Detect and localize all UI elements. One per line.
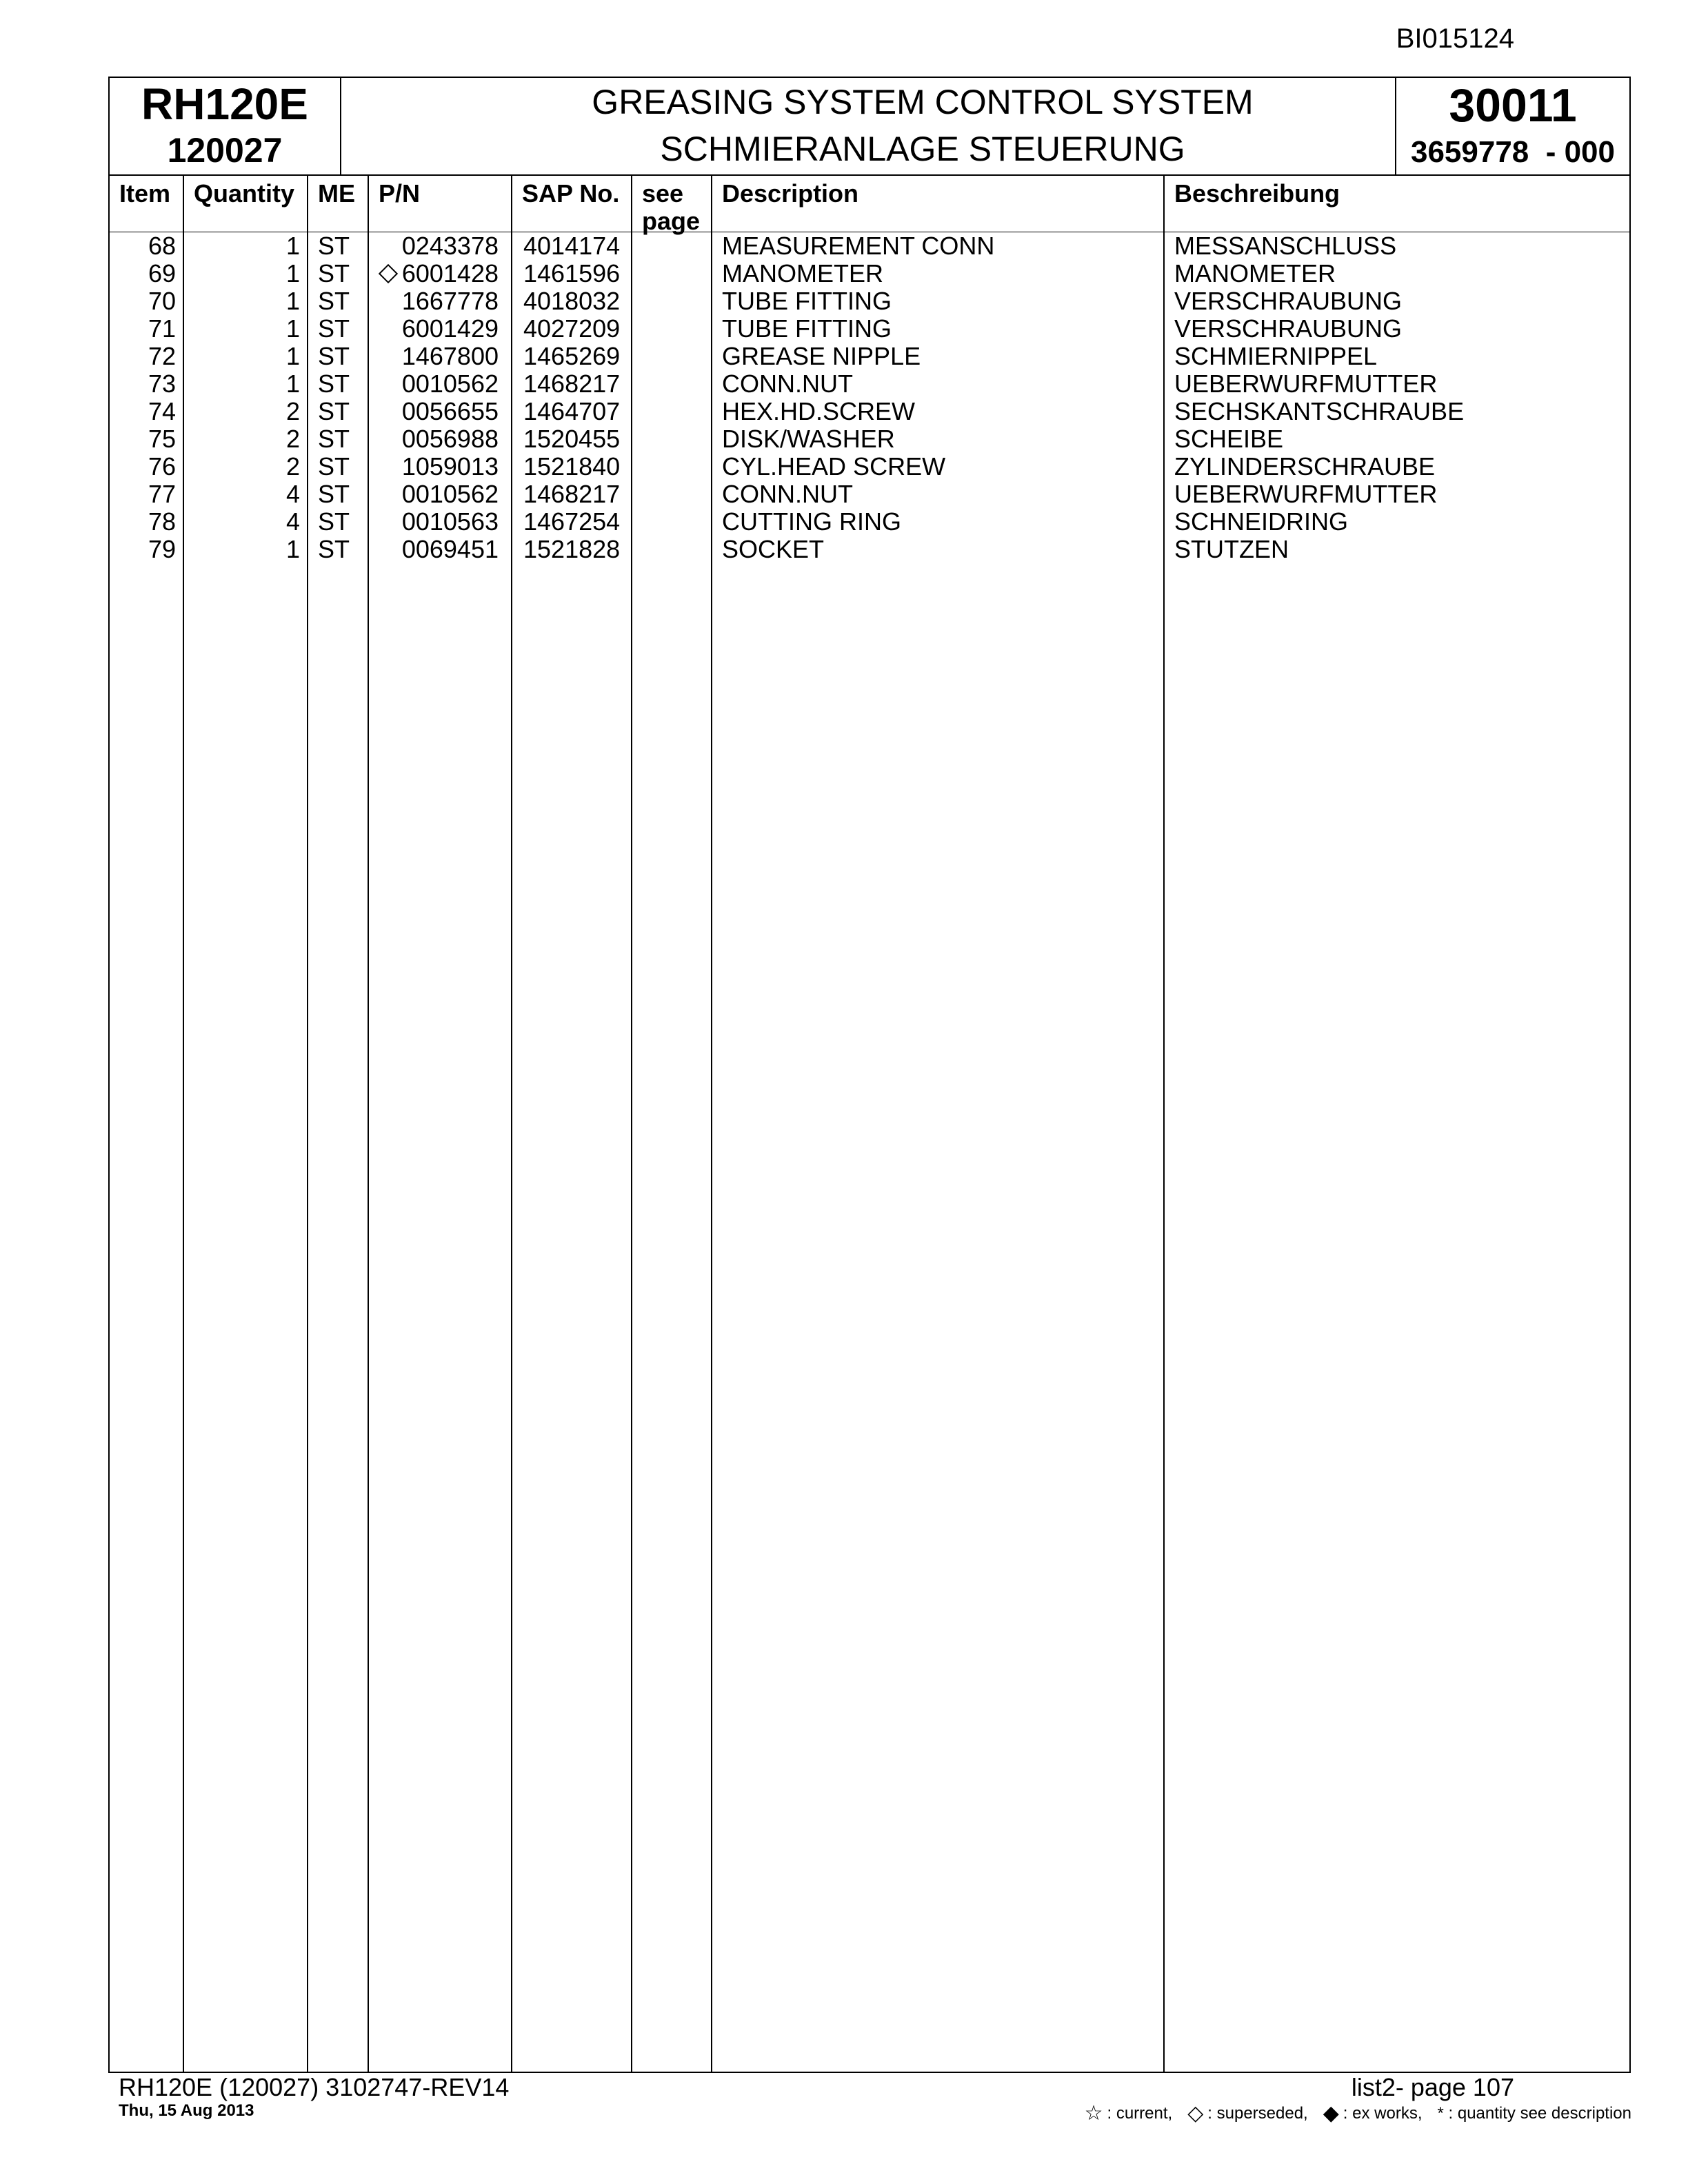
sap-number-cell-text: 1520455 [523, 425, 621, 453]
superseded-diamond-icon [379, 264, 398, 283]
document-id: BI015124 [1396, 23, 1514, 54]
part-number-cell-text: 1467800 [401, 342, 499, 370]
table-row [110, 370, 1629, 398]
unit-cell-text: ST [318, 535, 350, 563]
header-see-page [642, 180, 700, 235]
sap-number-cell [523, 315, 620, 343]
quantity-cell-text: 2 [285, 452, 300, 481]
part-number-cell [402, 287, 499, 315]
table-row [110, 453, 1629, 481]
beschreibung-cell-text: SECHSKANTSCHRAUBE [1174, 397, 1465, 425]
description-cell-text: TUBE FITTING [722, 314, 892, 343]
part-number-cell-text: 6001428 [401, 259, 499, 287]
legend-superseded: : superseded, [1207, 2103, 1308, 2123]
sap-number-cell [523, 343, 620, 370]
sap-number-cell-text: 1464707 [523, 397, 621, 425]
sap-number-cell-text: 1521840 [523, 452, 621, 481]
table-row [110, 481, 1629, 508]
footer-date: Thu, 15 Aug 2013 [119, 2101, 254, 2120]
footer-reference: RH120E (120027) 3102747-REV14 [119, 2073, 510, 2101]
part-number-cell-text: 0010562 [401, 480, 499, 508]
table-row [110, 343, 1629, 370]
item-cell [148, 287, 176, 315]
unit-cell-text: ST [318, 425, 350, 453]
beschreibung-cell-text: VERSCHRAUBUNG [1174, 314, 1403, 343]
item-cell-text: 76 [148, 452, 176, 481]
sap-number-cell [523, 508, 620, 536]
quantity-cell-text: 1 [285, 342, 300, 370]
item-cell-text: 73 [148, 370, 176, 398]
beschreibung-cell [1174, 425, 1283, 453]
part-number-cell [402, 481, 499, 508]
part-number-cell-text: 0010563 [401, 507, 499, 536]
quantity-cell-text: 4 [285, 507, 300, 536]
sap-number-cell-text: 4014174 [523, 232, 621, 260]
quantity-cell-text: 2 [285, 425, 300, 453]
sap-number-cell [523, 287, 620, 315]
unit-cell-text: ST [318, 507, 350, 536]
item-cell-text: 77 [148, 480, 176, 508]
item-cell [148, 260, 176, 287]
header-sap: SAP No. [522, 179, 620, 208]
item-cell-text: 70 [148, 287, 176, 315]
unit-cell [318, 370, 350, 398]
parts-table-body [110, 232, 1629, 563]
beschreibung-cell [1174, 287, 1402, 315]
description-cell-text: CONN.NUT [722, 370, 853, 398]
unit-cell-text: ST [318, 452, 350, 481]
header-description: Description [722, 179, 859, 208]
quantity-cell [286, 508, 300, 536]
part-number-cell [402, 508, 499, 536]
legend-ex-works: : ex works, [1343, 2103, 1423, 2123]
description-cell [722, 536, 824, 563]
beschreibung-cell-text: UEBERWURFMUTTER [1174, 480, 1438, 508]
table-row [110, 425, 1629, 453]
beschreibung-cell-text: STUTZEN [1174, 535, 1289, 563]
beschreibung-cell-text: MESSANSCHLUSS [1174, 232, 1397, 260]
description-cell [722, 260, 883, 287]
unit-cell [318, 453, 350, 481]
legend-current: : current, [1107, 2103, 1173, 2123]
part-number-cell [381, 260, 499, 287]
header-see: see [642, 179, 684, 208]
quantity-cell-text: 1 [285, 259, 300, 287]
unit-cell-text: ST [318, 259, 350, 287]
part-number-cell [402, 232, 499, 260]
part-number-cell [402, 453, 499, 481]
quantity-cell [286, 370, 300, 398]
unit-cell [318, 260, 350, 287]
description-cell-text: MANOMETER [722, 259, 883, 287]
description-cell [722, 425, 895, 453]
parts-list-header [110, 78, 1629, 176]
item-cell [148, 425, 176, 453]
item-cell-text: 75 [148, 425, 176, 453]
quantity-cell [286, 260, 300, 287]
description-cell-text: SOCKET [722, 535, 825, 563]
part-number-cell-text: 0056655 [401, 397, 499, 425]
part-number-cell [402, 370, 499, 398]
column-headers [110, 176, 1629, 235]
item-cell [148, 453, 176, 481]
quantity-cell [286, 425, 300, 453]
title-box [341, 78, 1504, 174]
legend-quantity: * : quantity see description [1437, 2103, 1631, 2123]
beschreibung-cell [1174, 453, 1435, 481]
beschreibung-cell [1174, 232, 1396, 260]
quantity-cell-text: 1 [285, 314, 300, 343]
description-cell-text: HEX.HD.SCREW [722, 397, 916, 425]
beschreibung-cell-text: SCHMIERNIPPEL [1174, 342, 1378, 370]
sap-number-cell-text: 1468217 [523, 370, 621, 398]
description-cell-text: CYL.HEAD SCREW [722, 452, 946, 481]
unit-cell [318, 425, 350, 453]
title-german: SCHMIERANLAGE STEUERUNG [660, 130, 1185, 168]
unit-cell-text: ST [318, 232, 350, 260]
diamond-filled-icon: ◆ [1323, 2102, 1339, 2125]
description-cell [722, 370, 853, 398]
unit-cell-text: ST [318, 480, 350, 508]
header-page: page [642, 207, 701, 235]
table-row [110, 508, 1629, 536]
sap-number-cell [523, 260, 620, 287]
sap-number-cell-text: 1468217 [523, 480, 621, 508]
unit-cell-text: ST [318, 314, 350, 343]
unit-cell [318, 287, 350, 315]
quantity-cell-text: 1 [285, 287, 300, 315]
description-cell [722, 398, 915, 425]
beschreibung-cell-text: UEBERWURFMUTTER [1174, 370, 1438, 398]
part-number-cell-text: 0069451 [401, 535, 499, 563]
item-cell [148, 536, 176, 563]
sap-number-cell-text: 4027209 [523, 314, 621, 343]
item-cell [148, 232, 176, 260]
quantity-cell-text: 1 [285, 370, 300, 398]
quantity-cell [286, 287, 300, 315]
description-cell [722, 453, 945, 481]
quantity-cell [286, 315, 300, 343]
unit-cell [318, 508, 350, 536]
part-number-cell [402, 315, 499, 343]
model-name: RH120E [141, 79, 308, 129]
part-number-cell-text: 0010562 [401, 370, 499, 398]
unit-cell-text: ST [318, 342, 350, 370]
quantity-cell-text: 4 [285, 480, 300, 508]
sap-number-cell [523, 453, 620, 481]
header-beschreibung: Beschreibung [1174, 179, 1340, 208]
part-number-cell-text: 1059013 [401, 452, 499, 481]
description-cell [722, 232, 994, 260]
sap-number-cell [523, 481, 620, 508]
beschreibung-cell [1174, 536, 1289, 563]
star-outline-icon: ☆ [1084, 2102, 1103, 2125]
item-cell [148, 508, 176, 536]
description-cell-text: MEASUREMENT CONN [722, 232, 995, 260]
beschreibung-cell [1174, 508, 1348, 536]
description-cell [722, 481, 853, 508]
quantity-cell-text: 1 [285, 535, 300, 563]
header-me: ME [318, 179, 355, 208]
beschreibung-cell-text: MANOMETER [1174, 259, 1336, 287]
sap-number-cell [523, 232, 620, 260]
item-cell-text: 71 [148, 314, 176, 343]
sap-number-cell-text: 1521828 [523, 535, 621, 563]
table-row [110, 287, 1629, 315]
diamond-outline-icon: ◇ [1187, 2102, 1204, 2125]
beschreibung-cell-text: SCHEIBE [1174, 425, 1284, 453]
quantity-cell [286, 232, 300, 260]
beschreibung-cell [1174, 481, 1437, 508]
item-cell-text: 69 [148, 259, 176, 287]
header-pn: P/N [379, 179, 421, 208]
beschreibung-cell-text: SCHNEIDRING [1174, 507, 1349, 536]
quantity-cell [286, 398, 300, 425]
quantity-cell [286, 536, 300, 563]
unit-cell [318, 343, 350, 370]
beschreibung-cell [1174, 370, 1437, 398]
part-number-cell-text: 0056988 [401, 425, 499, 453]
description-cell [722, 508, 901, 536]
sap-number-cell-text: 4018032 [523, 287, 621, 315]
symbol-legend [1085, 2101, 1631, 2125]
part-number-cell-text: 1667778 [401, 287, 499, 315]
unit-cell-text: ST [318, 287, 350, 315]
unit-cell-text: ST [318, 370, 350, 398]
sap-number-cell [523, 536, 620, 563]
table-row [110, 232, 1629, 260]
item-cell-text: 78 [148, 507, 176, 536]
quantity-cell-text: 1 [285, 232, 300, 260]
title-english: GREASING SYSTEM CONTROL SYSTEM [592, 83, 1254, 121]
group-box [1395, 78, 1629, 174]
description-cell [722, 315, 892, 343]
beschreibung-cell-text: ZYLINDERSCHRAUBE [1174, 452, 1436, 481]
model-box [110, 78, 341, 174]
item-cell [148, 315, 176, 343]
part-revision: 3659778 - 000 [1410, 135, 1616, 169]
part-number-cell [402, 398, 499, 425]
item-cell-text: 68 [148, 232, 176, 260]
description-cell [722, 287, 892, 315]
item-cell [148, 343, 176, 370]
unit-cell [318, 481, 350, 508]
beschreibung-cell [1174, 343, 1377, 370]
item-cell [148, 481, 176, 508]
part-number-cell [402, 425, 499, 453]
group-number: 30011 [1449, 79, 1577, 132]
sap-number-cell-text: 1465269 [523, 342, 621, 370]
unit-cell [318, 536, 350, 563]
serial-number: 120027 [167, 131, 283, 170]
description-cell-text: CUTTING RING [722, 507, 901, 536]
table-row [110, 260, 1629, 287]
part-number-cell-text: 6001429 [401, 314, 499, 343]
sap-number-cell [523, 425, 620, 453]
part-number-cell [402, 536, 499, 563]
sap-number-cell-text: 1467254 [523, 507, 621, 536]
quantity-cell [286, 481, 300, 508]
description-cell-text: CONN.NUT [722, 480, 853, 508]
sap-number-cell-text: 1461596 [523, 259, 621, 287]
item-cell-text: 72 [148, 342, 176, 370]
unit-cell [318, 398, 350, 425]
sap-number-cell [523, 398, 620, 425]
item-cell [148, 370, 176, 398]
sap-number-cell [523, 370, 620, 398]
unit-cell [318, 315, 350, 343]
part-number-cell-text: 0243378 [401, 232, 499, 260]
quantity-cell [286, 453, 300, 481]
header-item: Item [119, 179, 171, 208]
description-cell-text: GREASE NIPPLE [722, 342, 921, 370]
description-cell-text: TUBE FITTING [722, 287, 892, 315]
parts-list-frame [108, 77, 1631, 2073]
quantity-cell [286, 343, 300, 370]
part-number-cell [402, 343, 499, 370]
quantity-cell-text: 2 [285, 397, 300, 425]
footer-page: list2- page 107 [1351, 2073, 1514, 2101]
description-cell [722, 343, 921, 370]
item-cell [148, 398, 176, 425]
table-row [110, 536, 1629, 563]
header-quantity: Quantity [194, 179, 295, 208]
beschreibung-cell-text: VERSCHRAUBUNG [1174, 287, 1403, 315]
beschreibung-cell [1174, 260, 1336, 287]
table-row [110, 315, 1629, 343]
unit-cell [318, 232, 350, 260]
unit-cell-text: ST [318, 397, 350, 425]
description-cell-text: DISK/WASHER [722, 425, 895, 453]
item-cell-text: 79 [148, 535, 176, 563]
beschreibung-cell [1174, 398, 1464, 425]
beschreibung-cell [1174, 315, 1402, 343]
item-cell-text: 74 [148, 397, 176, 425]
table-row [110, 398, 1629, 425]
